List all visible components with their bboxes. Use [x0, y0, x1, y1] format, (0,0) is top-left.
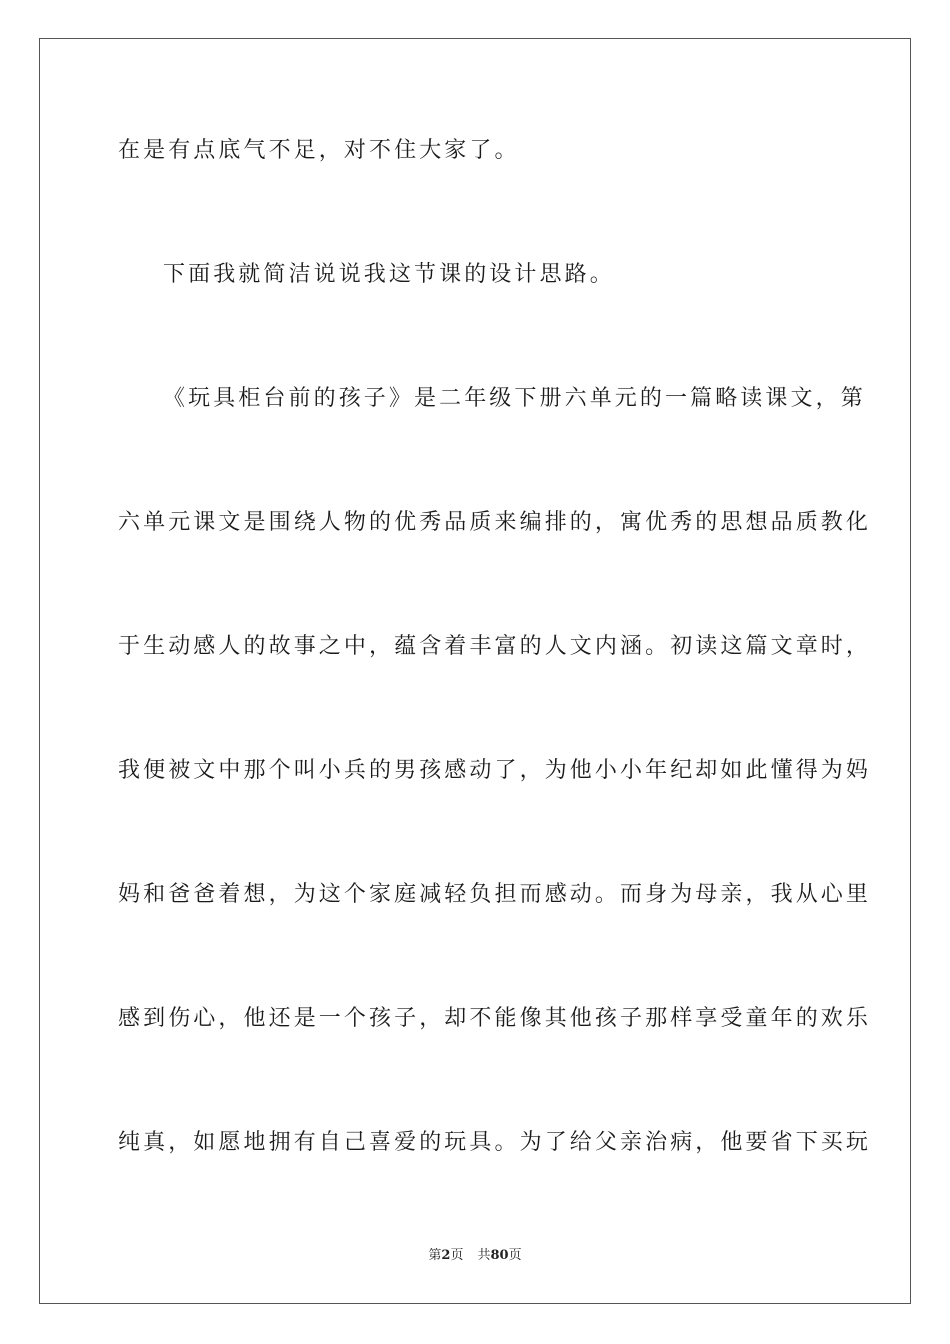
text-line-5: 于生动感人的故事之中，蕴含着丰富的人文内涵。初读这篇文章时， [118, 634, 872, 659]
total-pages: 80 [490, 1248, 509, 1263]
text-line-3: 《玩具柜台前的孩子》是二年级下册六单元的一篇略读课文，第 [163, 386, 866, 411]
page-suffix: 页 [450, 1248, 464, 1263]
total-prefix: 共 [477, 1248, 491, 1263]
text-line-8: 感到伤心，他还是一个孩子，却不能像其他孩子那样享受童年的欢乐 [118, 1006, 872, 1031]
text-line-7: 妈和爸爸着想，为这个家庭减轻负担而感动。而身为母亲，我从心里 [118, 882, 872, 907]
text-line-4: 六单元课文是围绕人物的优秀品质来编排的，寓优秀的思想品质教化 [118, 510, 872, 535]
text-line-6: 我便被文中那个叫小兵的男孩感动了，为他小小年纪却如此懂得为妈 [118, 758, 872, 783]
total-suffix: 页 [508, 1248, 522, 1263]
page-prefix: 第 [428, 1248, 442, 1263]
page-footer [0, 1247, 950, 1265]
page-border [39, 38, 911, 1304]
text-line-1: 在是有点底气不足，对不住大家了。 [118, 138, 520, 163]
page-number: 2 [441, 1248, 451, 1263]
text-line-9: 纯真，如愿地拥有自己喜爱的玩具。为了给父亲治病，他要省下买玩 [118, 1130, 872, 1155]
text-line-2: 下面我就简洁说说我这节课的设计思路。 [163, 262, 615, 287]
